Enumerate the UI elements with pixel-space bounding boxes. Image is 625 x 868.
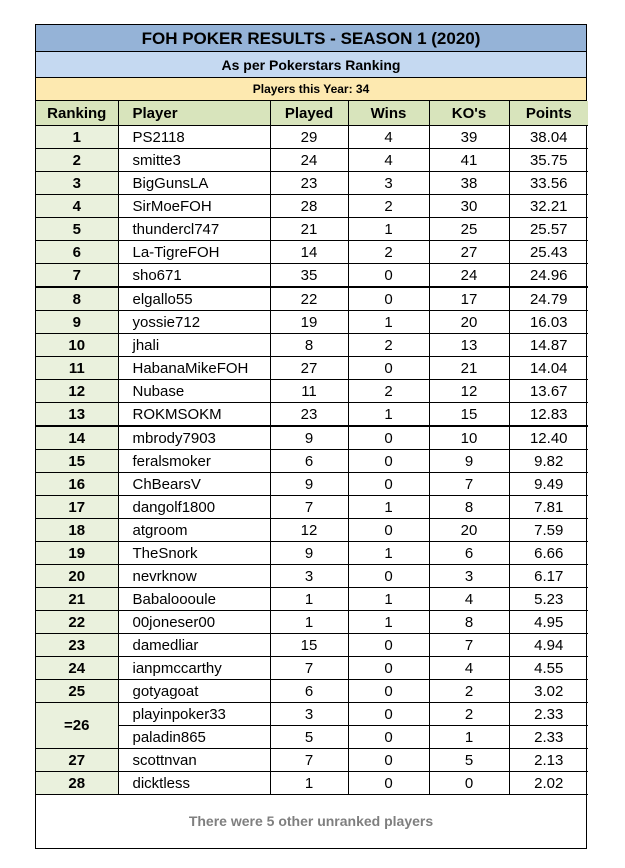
points-cell: 33.56 xyxy=(509,172,588,195)
rank-cell: 4 xyxy=(36,195,118,218)
table-row xyxy=(36,218,588,241)
wins-cell: 0 xyxy=(348,426,429,450)
player-cell: mbrody7903 xyxy=(118,426,270,450)
played-cell: 7 xyxy=(270,657,348,680)
played-cell: 3 xyxy=(270,565,348,588)
wins-cell: 1 xyxy=(348,542,429,565)
kos-cell: 25 xyxy=(429,218,509,241)
kos-cell: 4 xyxy=(429,588,509,611)
kos-cell: 27 xyxy=(429,241,509,264)
points-cell: 35.75 xyxy=(509,149,588,172)
wins-cell: 0 xyxy=(348,565,429,588)
table-row xyxy=(36,149,588,172)
results-table xyxy=(36,101,588,795)
table-header-row xyxy=(36,101,588,126)
column-header-played: Played xyxy=(270,101,348,126)
column-header-ranking: Ranking xyxy=(36,101,118,126)
points-cell: 12.83 xyxy=(509,403,588,427)
wins-cell: 1 xyxy=(348,588,429,611)
kos-cell: 0 xyxy=(429,772,509,795)
wins-cell: 0 xyxy=(348,703,429,726)
wins-cell: 1 xyxy=(348,311,429,334)
points-cell: 2.13 xyxy=(509,749,588,772)
kos-cell: 3 xyxy=(429,565,509,588)
rank-cell: 7 xyxy=(36,264,118,288)
played-cell: 11 xyxy=(270,380,348,403)
wins-cell: 0 xyxy=(348,749,429,772)
points-cell: 24.96 xyxy=(509,264,588,288)
player-cell: damedliar xyxy=(118,634,270,657)
column-header-player: Player xyxy=(118,101,270,126)
table-row xyxy=(36,403,588,427)
table-row xyxy=(36,264,588,288)
points-cell: 12.40 xyxy=(509,426,588,450)
rank-cell: 14 xyxy=(36,426,118,450)
kos-cell: 8 xyxy=(429,611,509,634)
table-row xyxy=(36,519,588,542)
table-row xyxy=(36,542,588,565)
played-cell: 5 xyxy=(270,726,348,749)
kos-cell: 20 xyxy=(429,519,509,542)
table-row xyxy=(36,749,588,772)
wins-cell: 0 xyxy=(348,726,429,749)
points-cell: 24.79 xyxy=(509,287,588,311)
kos-cell: 9 xyxy=(429,450,509,473)
results-sheet xyxy=(35,24,587,849)
player-cell: ROKMSOKM xyxy=(118,403,270,427)
points-cell: 25.43 xyxy=(509,241,588,264)
rank-cell: 23 xyxy=(36,634,118,657)
player-cell: HabanaMikeFOH xyxy=(118,357,270,380)
points-cell: 2.33 xyxy=(509,703,588,726)
rank-cell: 10 xyxy=(36,334,118,357)
wins-cell: 3 xyxy=(348,172,429,195)
rank-cell: 22 xyxy=(36,611,118,634)
points-cell: 25.57 xyxy=(509,218,588,241)
table-row xyxy=(36,703,588,726)
footer-note: There were 5 other unranked players xyxy=(188,813,434,829)
rank-cell: 6 xyxy=(36,241,118,264)
column-header-points: Points xyxy=(509,101,588,126)
kos-cell: 39 xyxy=(429,126,509,149)
wins-cell: 0 xyxy=(348,634,429,657)
wins-cell: 0 xyxy=(348,357,429,380)
wins-cell: 0 xyxy=(348,287,429,311)
points-cell: 7.81 xyxy=(509,496,588,519)
rank-cell: 16 xyxy=(36,473,118,496)
player-cell: TheSnork xyxy=(118,542,270,565)
rank-cell: 1 xyxy=(36,126,118,149)
column-header-kos: KO's xyxy=(429,101,509,126)
kos-cell: 21 xyxy=(429,357,509,380)
player-cell: ChBearsV xyxy=(118,473,270,496)
table-row xyxy=(36,426,588,450)
subtitle: As per Pokerstars Ranking xyxy=(36,52,586,78)
player-cell: scottnvan xyxy=(118,749,270,772)
kos-cell: 15 xyxy=(429,403,509,427)
played-cell: 12 xyxy=(270,519,348,542)
player-cell: yossie712 xyxy=(118,311,270,334)
player-cell: elgallo55 xyxy=(118,287,270,311)
kos-cell: 24 xyxy=(429,264,509,288)
wins-cell: 2 xyxy=(348,334,429,357)
kos-cell: 13 xyxy=(429,334,509,357)
rank-cell: 9 xyxy=(36,311,118,334)
wins-cell: 0 xyxy=(348,772,429,795)
rank-cell: 25 xyxy=(36,680,118,703)
table-row xyxy=(36,726,588,749)
points-cell: 3.02 xyxy=(509,680,588,703)
points-cell: 13.67 xyxy=(509,380,588,403)
played-cell: 21 xyxy=(270,218,348,241)
wins-cell: 1 xyxy=(348,403,429,427)
wins-cell: 0 xyxy=(348,519,429,542)
table-row xyxy=(36,241,588,264)
rank-cell: =26 xyxy=(36,703,118,749)
wins-cell: 2 xyxy=(348,241,429,264)
kos-cell: 17 xyxy=(429,287,509,311)
table-row xyxy=(36,172,588,195)
points-cell: 9.49 xyxy=(509,473,588,496)
wins-cell: 0 xyxy=(348,680,429,703)
played-cell: 7 xyxy=(270,749,348,772)
rank-cell: 19 xyxy=(36,542,118,565)
table-row xyxy=(36,195,588,218)
kos-cell: 41 xyxy=(429,149,509,172)
rank-cell: 13 xyxy=(36,403,118,427)
rank-cell: 24 xyxy=(36,657,118,680)
player-cell: jhali xyxy=(118,334,270,357)
kos-cell: 7 xyxy=(429,634,509,657)
player-cell: SirMoeFOH xyxy=(118,195,270,218)
wins-cell: 2 xyxy=(348,380,429,403)
rank-cell: 20 xyxy=(36,565,118,588)
table-row xyxy=(36,311,588,334)
points-cell: 4.55 xyxy=(509,657,588,680)
table-row xyxy=(36,565,588,588)
rank-cell: 3 xyxy=(36,172,118,195)
points-cell: 4.94 xyxy=(509,634,588,657)
played-cell: 9 xyxy=(270,542,348,565)
kos-cell: 10 xyxy=(429,426,509,450)
player-cell: La-TigreFOH xyxy=(118,241,270,264)
table-row xyxy=(36,657,588,680)
player-cell: dangolf1800 xyxy=(118,496,270,519)
wins-cell: 0 xyxy=(348,264,429,288)
player-cell: PS2118 xyxy=(118,126,270,149)
wins-cell: 1 xyxy=(348,611,429,634)
table-row xyxy=(36,287,588,311)
player-cell: feralsmoker xyxy=(118,450,270,473)
wins-cell: 0 xyxy=(348,450,429,473)
player-cell: BigGunsLA xyxy=(118,172,270,195)
played-cell: 23 xyxy=(270,172,348,195)
played-cell: 19 xyxy=(270,311,348,334)
wins-cell: 4 xyxy=(348,149,429,172)
points-cell: 16.03 xyxy=(509,311,588,334)
rank-cell: 8 xyxy=(36,287,118,311)
played-cell: 9 xyxy=(270,473,348,496)
table-row xyxy=(36,334,588,357)
played-cell: 6 xyxy=(270,450,348,473)
kos-cell: 2 xyxy=(429,703,509,726)
rank-cell: 2 xyxy=(36,149,118,172)
rank-cell: 11 xyxy=(36,357,118,380)
wins-cell: 0 xyxy=(348,657,429,680)
played-cell: 23 xyxy=(270,403,348,427)
player-cell: dicktless xyxy=(118,772,270,795)
played-cell: 24 xyxy=(270,149,348,172)
rank-cell: 21 xyxy=(36,588,118,611)
wins-cell: 4 xyxy=(348,126,429,149)
column-header-wins: Wins xyxy=(348,101,429,126)
played-cell: 7 xyxy=(270,496,348,519)
table-row xyxy=(36,357,588,380)
rank-cell: 15 xyxy=(36,450,118,473)
player-cell: nevrknow xyxy=(118,565,270,588)
player-cell: playinpoker33 xyxy=(118,703,270,726)
player-cell: Babaloooule xyxy=(118,588,270,611)
player-cell: smitte3 xyxy=(118,149,270,172)
table-row xyxy=(36,634,588,657)
rank-cell: 28 xyxy=(36,772,118,795)
played-cell: 35 xyxy=(270,264,348,288)
played-cell: 28 xyxy=(270,195,348,218)
rank-cell: 5 xyxy=(36,218,118,241)
points-cell: 5.23 xyxy=(509,588,588,611)
played-cell: 22 xyxy=(270,287,348,311)
kos-cell: 2 xyxy=(429,680,509,703)
points-cell: 9.82 xyxy=(509,450,588,473)
kos-cell: 20 xyxy=(429,311,509,334)
kos-cell: 5 xyxy=(429,749,509,772)
players-count: Players this Year: 34 xyxy=(36,78,586,101)
kos-cell: 30 xyxy=(429,195,509,218)
rank-cell: 18 xyxy=(36,519,118,542)
table-row xyxy=(36,680,588,703)
table-row xyxy=(36,611,588,634)
player-cell: sho671 xyxy=(118,264,270,288)
kos-cell: 7 xyxy=(429,473,509,496)
played-cell: 1 xyxy=(270,611,348,634)
points-cell: 2.02 xyxy=(509,772,588,795)
played-cell: 9 xyxy=(270,426,348,450)
points-cell: 2.33 xyxy=(509,726,588,749)
played-cell: 8 xyxy=(270,334,348,357)
kos-cell: 38 xyxy=(429,172,509,195)
wins-cell: 1 xyxy=(348,496,429,519)
rank-cell: 12 xyxy=(36,380,118,403)
points-cell: 6.66 xyxy=(509,542,588,565)
played-cell: 1 xyxy=(270,588,348,611)
table-row xyxy=(36,496,588,519)
player-cell: atgroom xyxy=(118,519,270,542)
points-cell: 38.04 xyxy=(509,126,588,149)
played-cell: 3 xyxy=(270,703,348,726)
played-cell: 15 xyxy=(270,634,348,657)
points-cell: 4.95 xyxy=(509,611,588,634)
points-cell: 7.59 xyxy=(509,519,588,542)
player-cell: ianpmccarthy xyxy=(118,657,270,680)
player-cell: thundercl747 xyxy=(118,218,270,241)
wins-cell: 0 xyxy=(348,473,429,496)
played-cell: 14 xyxy=(270,241,348,264)
points-cell: 14.87 xyxy=(509,334,588,357)
player-cell: Nubase xyxy=(118,380,270,403)
played-cell: 27 xyxy=(270,357,348,380)
table-row xyxy=(36,473,588,496)
points-cell: 32.21 xyxy=(509,195,588,218)
table-row xyxy=(36,450,588,473)
played-cell: 6 xyxy=(270,680,348,703)
table-row xyxy=(36,126,588,149)
player-cell: 00joneser00 xyxy=(118,611,270,634)
points-cell: 6.17 xyxy=(509,565,588,588)
table-row xyxy=(36,772,588,795)
played-cell: 29 xyxy=(270,126,348,149)
points-cell: 14.04 xyxy=(509,357,588,380)
rank-cell: 17 xyxy=(36,496,118,519)
wins-cell: 1 xyxy=(348,218,429,241)
results-body xyxy=(36,126,588,795)
played-cell: 1 xyxy=(270,772,348,795)
table-row xyxy=(36,588,588,611)
table-row xyxy=(36,380,588,403)
page-title: FOH POKER RESULTS - SEASON 1 (2020) xyxy=(36,25,586,52)
rank-cell: 27 xyxy=(36,749,118,772)
wins-cell: 2 xyxy=(348,195,429,218)
kos-cell: 4 xyxy=(429,657,509,680)
kos-cell: 6 xyxy=(429,542,509,565)
kos-cell: 12 xyxy=(429,380,509,403)
kos-cell: 8 xyxy=(429,496,509,519)
player-cell: paladin865 xyxy=(118,726,270,749)
kos-cell: 1 xyxy=(429,726,509,749)
player-cell: gotyagoat xyxy=(118,680,270,703)
